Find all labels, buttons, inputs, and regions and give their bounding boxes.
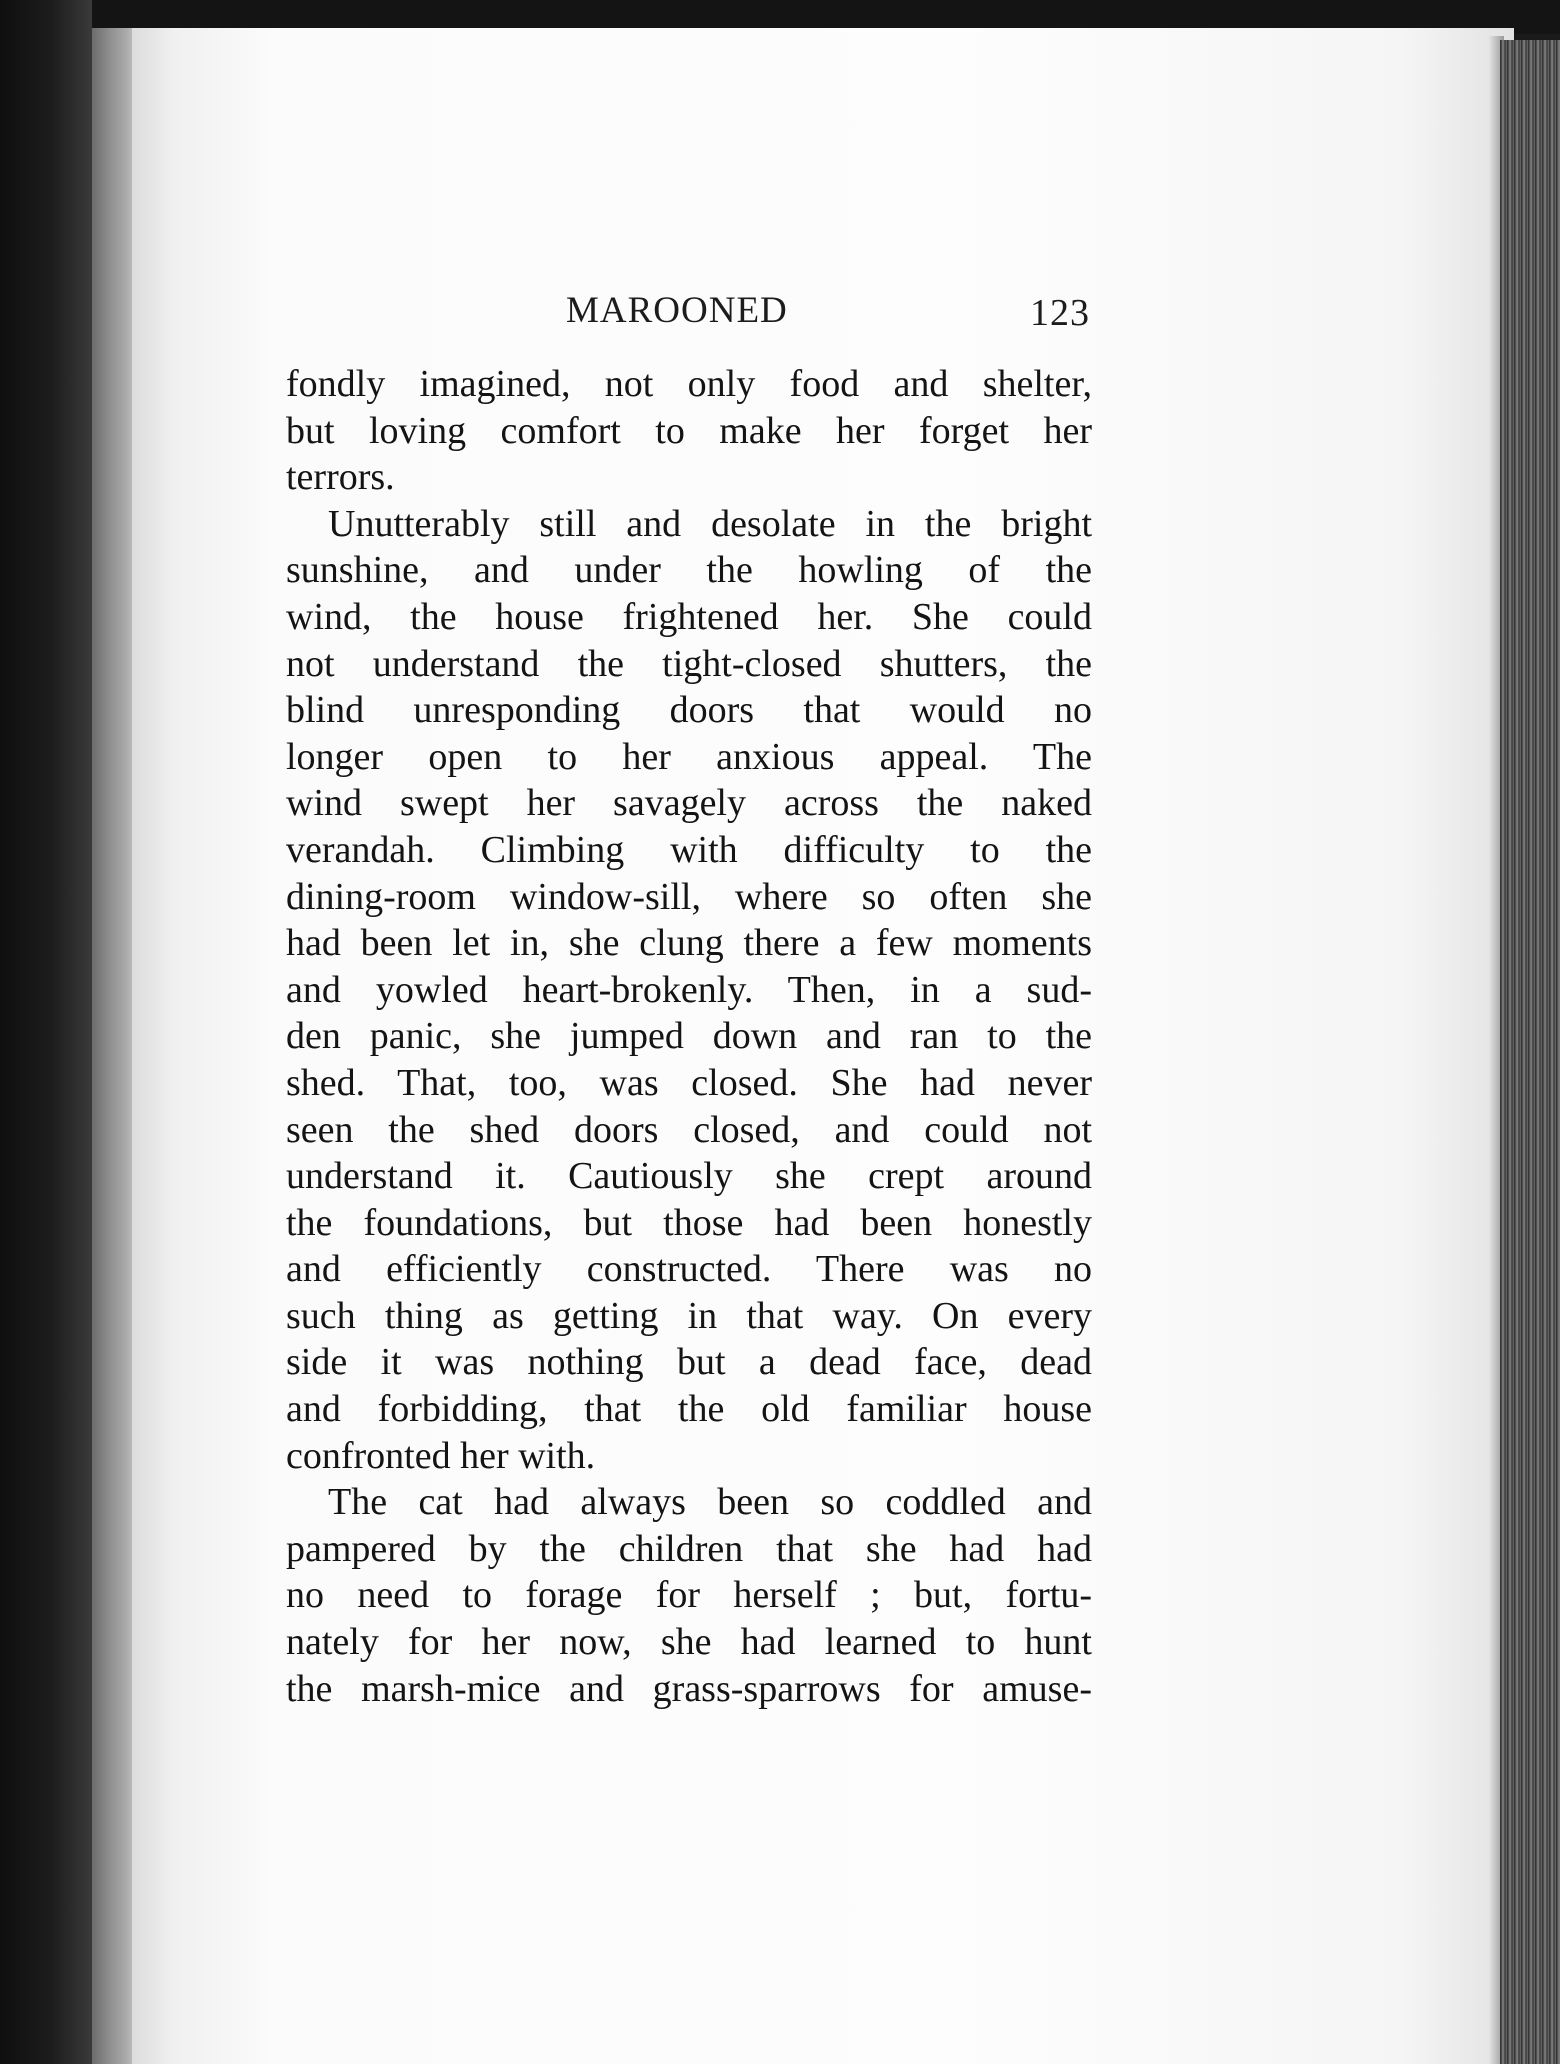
body-text <box>286 361 1092 1712</box>
text-line: understand it. Cautiously she crept around <box>286 1155 1092 1198</box>
text-line: such thing as getting in that way. On every <box>286 1294 1092 1337</box>
text-line: pampered by the children that she had had <box>286 1527 1092 1570</box>
text-line: side it was nothing but a dead face, dead <box>286 1341 1092 1384</box>
page-number: 123 <box>1030 292 1090 334</box>
text-line: blind unresponding doors that would no <box>286 689 1092 732</box>
text-line: longer open to her anxious appeal. The <box>286 735 1092 778</box>
text-line: seen the shed doors closed, and could not <box>286 1108 1092 1151</box>
text-line: terrors. <box>286 456 395 499</box>
text-line: had been let in, she clung there a few moments <box>286 922 1092 965</box>
text-line: but loving comfort to make her forget her <box>286 409 1092 452</box>
text-line: wind, the house frightened her. She could <box>286 595 1092 638</box>
text-line: confronted her with. <box>286 1434 596 1477</box>
text-line: wind swept her savagely across the naked <box>286 782 1092 825</box>
running-head-title: MAROONED <box>566 290 788 331</box>
text-line: no need to forage for herself ; but, fortu- <box>286 1574 1092 1617</box>
text-line: nately for her now, she had learned to hunt <box>286 1621 1092 1664</box>
text-line: den panic, she jumped down and ran to the <box>286 1015 1092 1058</box>
text-line: sunshine, and under the howling of the <box>286 549 1092 592</box>
text-line: the marsh-mice and grass-sparrows for amuse- <box>286 1667 1092 1710</box>
text-line: the foundations, but those had been honestly <box>286 1201 1092 1244</box>
text-line: fondly imagined, not only food and shelter, <box>286 363 1092 405</box>
text-line: verandah. Climbing with difficulty to the <box>286 828 1092 871</box>
text-line: shed. That, too, was closed. She had never <box>286 1061 1092 1104</box>
text-line: The cat had always been so coddled and <box>328 1481 1092 1524</box>
text-line: not understand the tight-closed shutters, the <box>286 642 1092 685</box>
running-head <box>286 286 1090 336</box>
text-line: and yowled heart-brokenly. Then, in a sud- <box>286 968 1092 1011</box>
text-line: and efficiently constructed. There was no <box>286 1248 1092 1291</box>
book-fore-edge <box>1500 40 1560 2064</box>
text-line: dining-room window-sill, where so often she <box>286 875 1092 918</box>
text-line: and forbidding, that the old familiar house <box>286 1388 1092 1431</box>
text-line: Unutterably still and desolate in the bright <box>328 502 1092 545</box>
book-spine-shadow <box>92 28 134 2064</box>
scan-left-border <box>0 0 92 2064</box>
